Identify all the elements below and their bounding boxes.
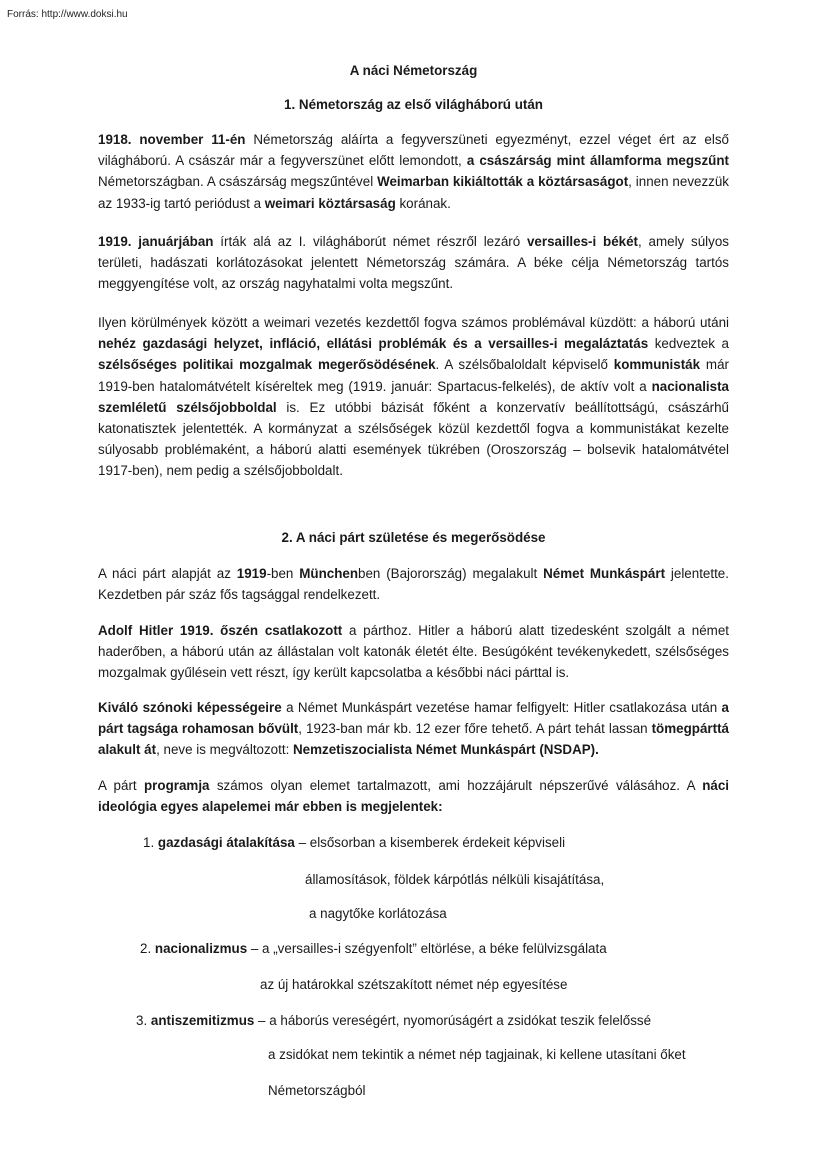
list-item-detail [268,1047,686,1062]
bold-text: 1918. november 11-én [98,132,246,147]
text-run: Németország aláírta a fegyverszüneti egyezményt, ezzel véget ért az első világháború. A császár már a fegyverszünet előtt lemondott, [98,132,729,169]
bold-text: Adolf Hitler 1919. őszén csatlakozott [98,623,343,638]
text-run: . A szélsőbaloldalt képviselő [435,357,614,373]
bold-text: antiszemitizmus [150,1013,255,1028]
paragraph [98,775,729,817]
bold-text: Német Munkáspárt [543,566,666,581]
text-run: jelentette. Kezdetben pár száz fős tagsággal rendelkezett. [98,566,729,603]
text-run: A párt [98,778,144,793]
text-run: a Német Munkáspárt vezetése hamar felfigyelt: Hitler csatlakozása után [281,700,722,715]
text-run: -ben [266,566,300,581]
paragraph [98,231,729,295]
bold-text: a párt tagsága rohamosan bővült [98,700,729,737]
text-run: , neve is megváltozott: [156,742,294,758]
text-run: már 1919-ben hatalomátvételt kíséreltek meg (1919. január: Spartacus-felkelés), de aktív volt a [98,357,729,394]
section-2-heading: 2. A náci párt születése és megerősödése [281,530,546,545]
paragraph [98,312,729,482]
bold-text: nacionalizmus [154,941,248,956]
text-run: korának. [395,195,451,211]
text-run: , innen nevezzük az 1933-ig tartó periódust a [98,174,730,211]
bold-text: weimari köztársaság [264,195,396,211]
bold-text: gazdasági átalakítása [157,835,295,850]
text-run: Németországból [268,1083,366,1098]
list-item-detail [305,872,604,887]
bold-text: programja [144,778,210,793]
bold-text: versailles-i békét [526,234,638,249]
text-run: az új határokkal szétszakított német nép egyesítése [260,977,568,992]
text-run: – a „versailles-i szégyenfolt” eltörlése, a béke felülvizsgálata [247,941,607,956]
text-run: a nagytőke korlátozása [309,906,447,921]
text-run: is. Ez utóbbi bázisát főként a konzervatív beállítottságú, császárhű katonatisztek jelentették. A kormányzat a szélsőségek közül kezdettől fogva a kommunistákat kezelte súlyosabb problémaként, a háború alatti események tükrében (Oroszország – bolsevik hatalomátvétel 1917-ben), nem pedig a szélsőjobboldalt. [98,399,729,479]
paragraph [98,620,729,684]
list-item-detail [260,977,567,992]
text-run: ben (Bajorország) megalakult [358,566,544,581]
text-run: számos olyan elemet tartalmazott, ami hozzájárult népszerűvé válásához. A [209,778,703,793]
text-run: államosítások, földek kárpótlás nélküli kisajátítása, [305,872,605,887]
paragraph [98,129,729,214]
list-item [143,835,565,850]
bold-text: Nemzetiszocialista Német Munkáspárt (NSDAP). [293,742,599,758]
text-run: a párthoz. Hitler a háború alatt tizedesként szolgált a német haderőben, a háború után az állástalan volt katonák életét élte. Besúgóként tevékenykedett, szélsőséges mozgalmak gyűlésein vett részt, így került kapcsolatba a későbbi náci párttal is. [98,623,729,681]
list-item-detail [309,906,447,921]
text-run: Ilyen körülmények között a weimari vezetés kezdettől fogva számos problémával küzdött: a háború utáni [98,315,729,330]
text-run: , 1923-ban már kb. 12 ezer főre tehető. A párt tehát lassan [298,721,652,737]
bold-text: tömegpárttá alakult át [98,721,729,758]
bold-text: 1919. januárjában [98,234,214,249]
bold-text: nehéz gazdasági helyzet, infláció, ellátási problémák és a versailles-i megaláztatás [98,336,649,352]
text-run: Németországban. A császárság megszűntével [98,174,378,190]
bold-text: kommunisták [613,357,701,373]
text-run: írták alá az I. világháborút német részről lezáró [213,234,527,249]
text-run: 3. [136,1013,151,1028]
text-run: A náci párt alapját az [98,566,237,581]
text-run: 1. [143,835,158,850]
source-note: Forrás: http://www.doksi.hu [7,9,128,20]
text-run: 2. [140,941,155,956]
bold-text: nacionalista szemléletű szélsőjobboldal [98,378,729,415]
list-item [140,941,607,956]
paragraph [98,697,729,761]
text-run: – a háborús vereségért, nyomorúságért a zsidókat teszik felelőssé [254,1013,652,1028]
text-run: – elsősorban a kisemberek érdekeit képviseli [294,835,566,850]
paragraph [98,563,729,605]
bold-text: 1919 [236,566,267,581]
text-run: a zsidókat nem tekintik a német nép tagjainak, ki kellene utasítani őket [268,1047,686,1062]
text-run: kedveztek a [648,336,729,352]
text-run: , amely súlyos területi, hadászati korlátozásokat jelentett Németország számára. A béke célja Németország tartós meggyengítése volt, az ország nagyhatalmi volta megszűnt. [98,234,729,292]
bold-text: München [299,566,359,581]
bold-text: a császárság mint államforma megszűnt [466,153,730,169]
section-1-heading: 1. Németország az első világháború után [284,97,543,112]
list-item-detail [268,1083,366,1098]
bold-text: szélsőséges politikai mozgalmak megerősödésének [98,357,436,373]
bold-text: Weimarban kikiáltották a köztársaságot [377,174,629,190]
bold-text: Kiváló szónoki képességeire [98,700,282,715]
document-title: A náci Németország [349,63,478,78]
list-item [136,1013,651,1028]
bold-text: náci ideológia egyes alapelemei már ebben is megjelentek: [98,778,729,815]
